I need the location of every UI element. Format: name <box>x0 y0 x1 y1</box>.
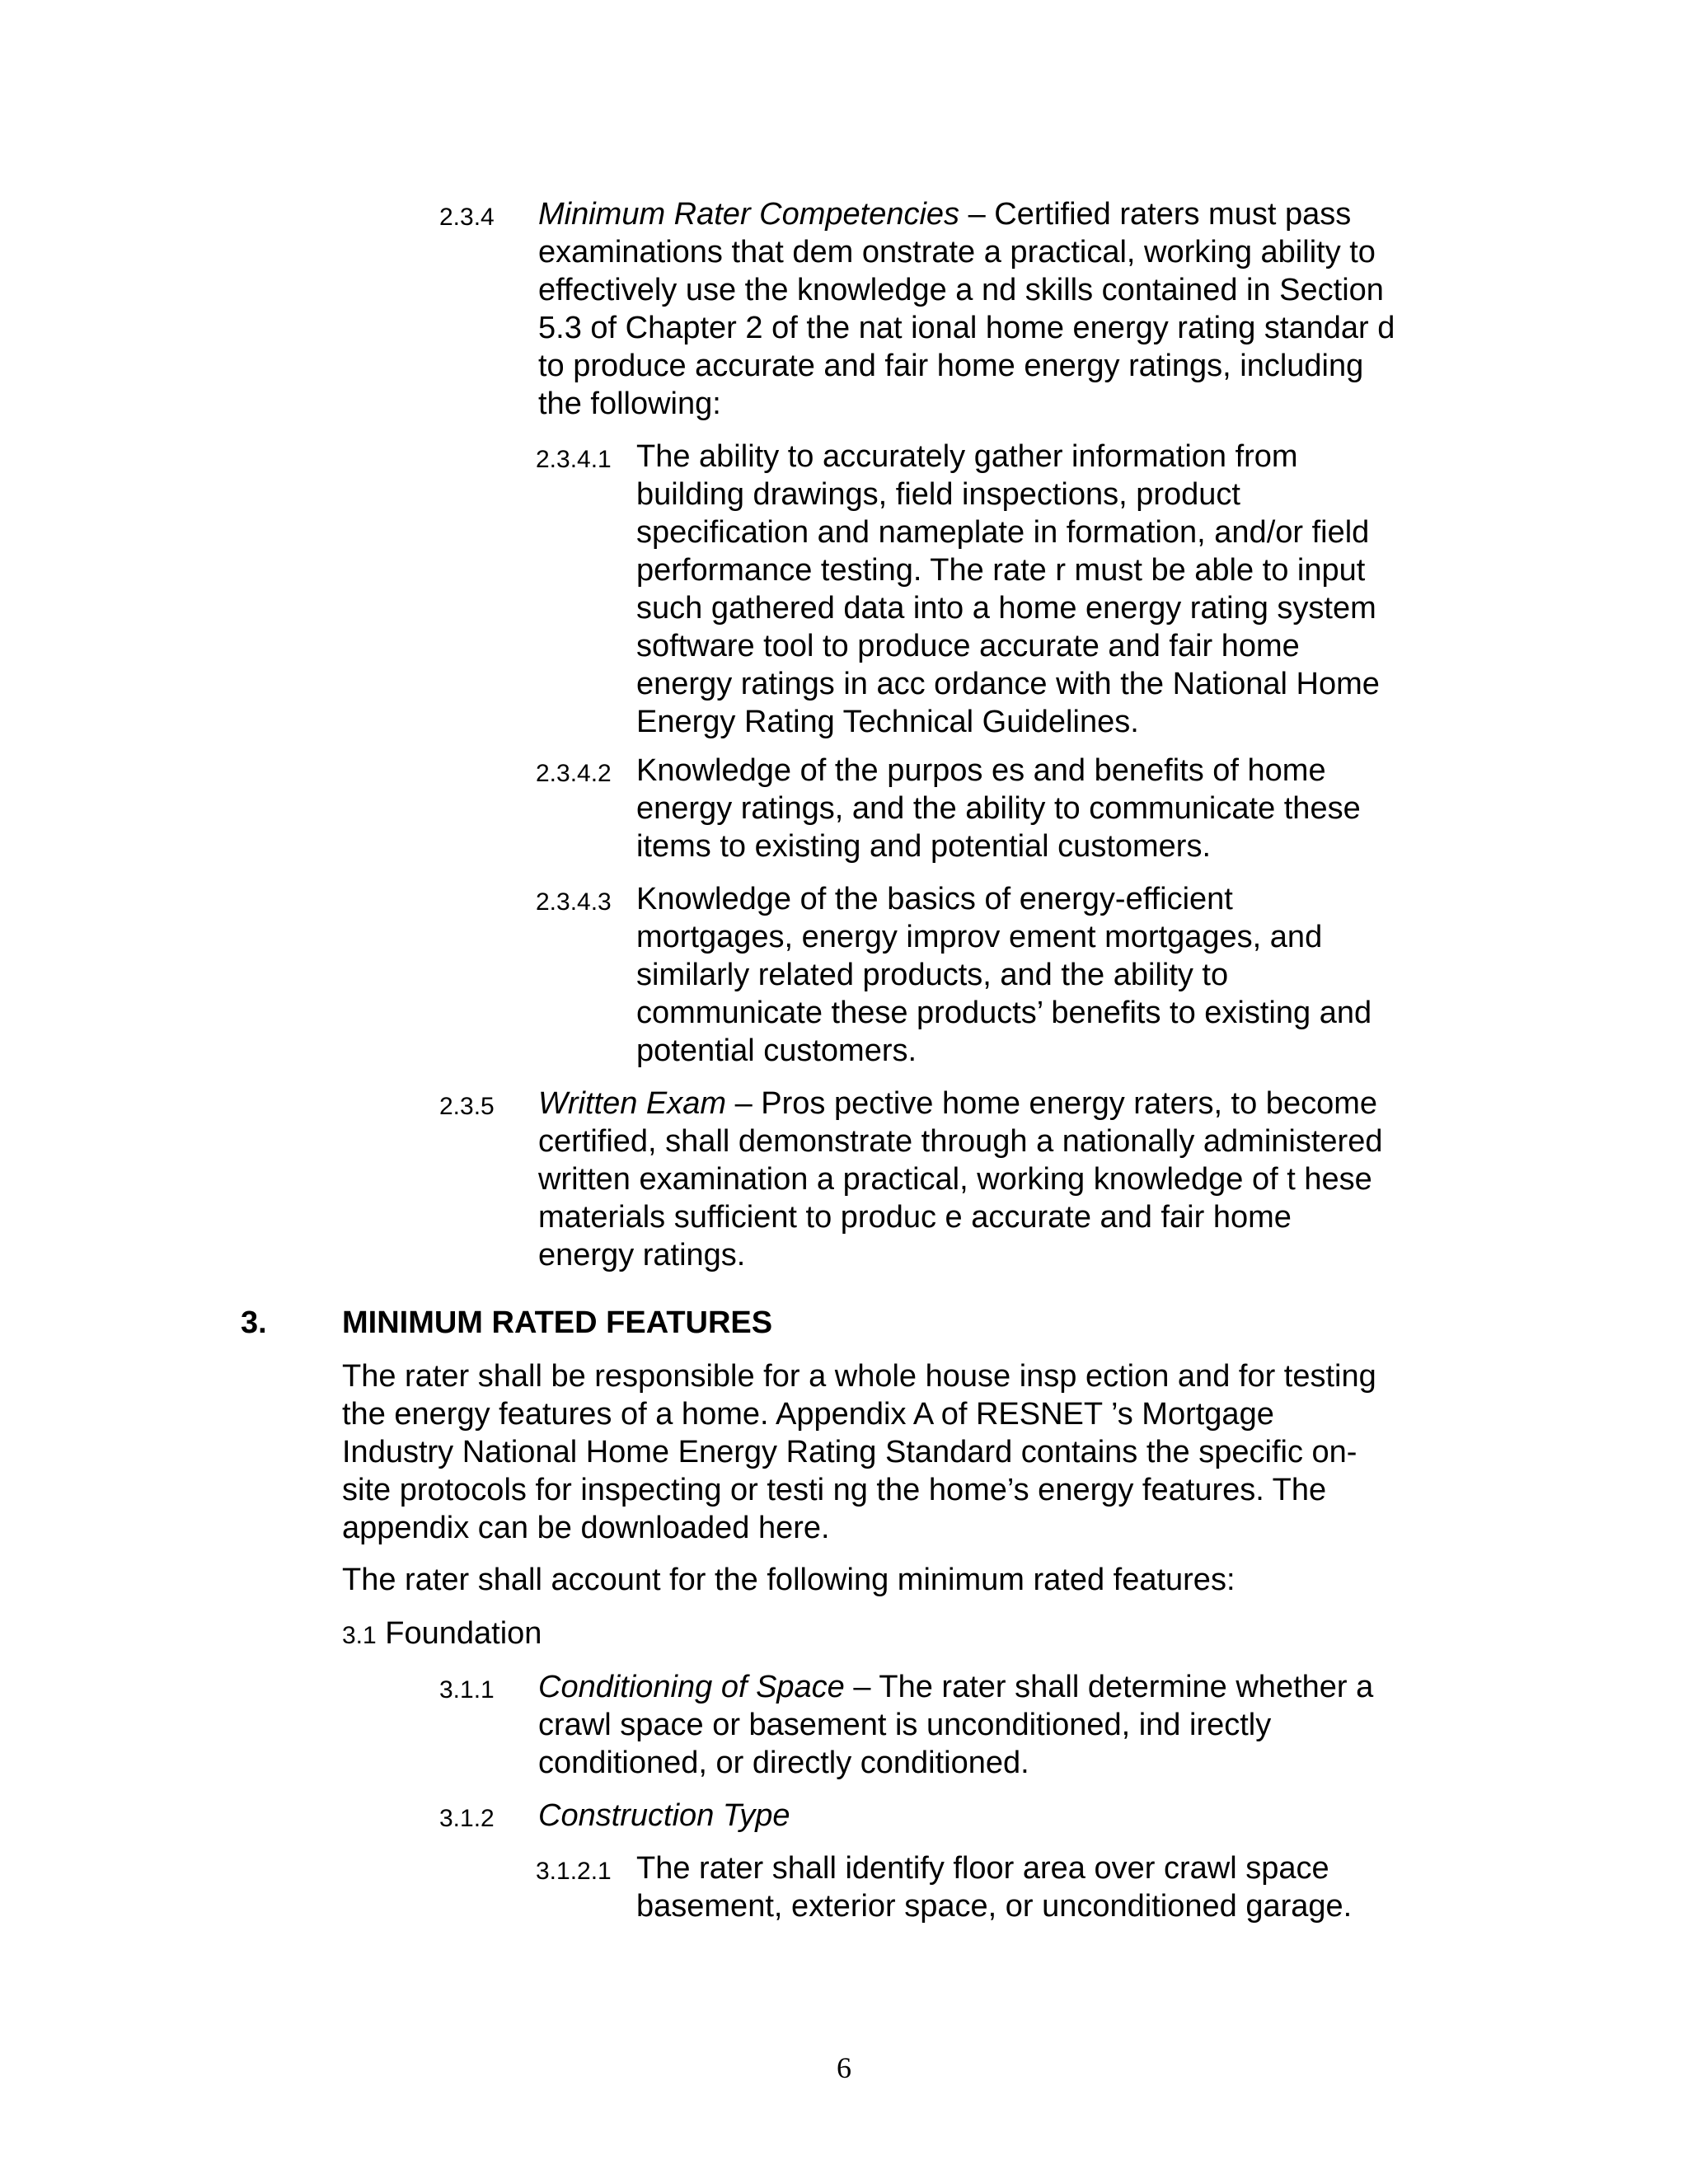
item-text: The ability to accurately gather information from building drawings, field inspections, product specification and nameplate in formation, and/or field performance testing. The rate r must be able to input such gathered data into a home energy rating system software tool to produce accurate and fair home energy ratings in acc ordance with the National Home Energy Rating Technical Guidelines. <box>636 439 1380 739</box>
section-paragraph: The rater shall be responsible for a whole house insp ection and for testing the energy features of a home. Appendix A of RESNET ’s Mortgage Industry National Home Energy Rating Standard contains the specific on- site protocols for inspecting or testi ng the home’s energy features. The appendix can be downloaded here. <box>342 1359 1376 1545</box>
item-2-3-4-1 <box>536 438 1461 741</box>
item-2-3-4 <box>439 195 1453 423</box>
item-number: 2.3.4.2 <box>536 760 612 787</box>
item-3-1-1 <box>439 1668 1453 1782</box>
item-body <box>538 1085 1453 1274</box>
item-number: 2.3.4.3 <box>536 888 612 916</box>
item-number: 3.1.2 <box>439 1805 495 1832</box>
subsection-number: 3.1 <box>342 1622 377 1649</box>
item-text: – The rater shall determine whether a crawl space or basement is unconditioned, ind irectly conditioned, or directly conditioned. <box>538 1670 1374 1780</box>
item-2-3-4-2 <box>536 752 1461 865</box>
item-text: – Certified raters must pass examinations that dem onstrate a practical, working ability to effectively use the knowledge a nd skills contained in Section 5.3 of Chapter 2 of the nat ional home energy rating standar d to produce accurate and fair home energy ratings, including the following: <box>538 197 1395 421</box>
item-title: Construction Type <box>538 1798 790 1833</box>
section-paragraph: The rater shall account for the following minimum rated features: <box>342 1563 1236 1597</box>
item-title: Written Exam <box>538 1086 727 1121</box>
item-3-1-2 <box>439 1797 1453 1835</box>
item-2-3-5 <box>439 1085 1453 1274</box>
section-number: 3. <box>241 1305 267 1340</box>
subsection-foundation <box>342 1615 542 1655</box>
item-title: Conditioning of Space <box>538 1670 845 1704</box>
item-2-3-4-3 <box>536 880 1461 1070</box>
section-title: MINIMUM RATED FEATURES <box>342 1305 773 1340</box>
subsection-title: Foundation <box>385 1616 542 1651</box>
item-number: 3.1.1 <box>439 1676 495 1704</box>
item-text: Knowledge of the basics of energy-efficient mortgages, energy improv ement mortgages, and similarly related products, and the ability to communicate these products’ benefits to existing and potential customers. <box>636 882 1372 1068</box>
item-text: Knowledge of the purpos es and benefits of home energy ratings, and the ability to communicate these items to existing and potential customers. <box>636 753 1361 864</box>
item-title: Minimum Rater Competencies <box>538 197 960 232</box>
item-body <box>538 195 1453 423</box>
item-number: 2.3.4.1 <box>536 446 612 473</box>
item-body <box>538 1668 1453 1782</box>
item-number: 2.3.5 <box>439 1093 495 1120</box>
item-3-1-2-1 <box>536 1849 1461 1925</box>
item-number: 2.3.4 <box>439 204 495 231</box>
item-number: 3.1.2.1 <box>536 1858 612 1885</box>
item-text: – Pros pective home energy raters, to become certified, shall demonstrate through a nationally administered written examination a practical, working knowledge of t hese materials sufficient to produc e accurate and fair home energy ratings. <box>538 1086 1383 1272</box>
item-text: The rater shall identify floor area over crawl space basement, exterior space, or unconditioned garage. <box>636 1851 1353 1924</box>
page-number: 6 <box>837 2051 851 2084</box>
